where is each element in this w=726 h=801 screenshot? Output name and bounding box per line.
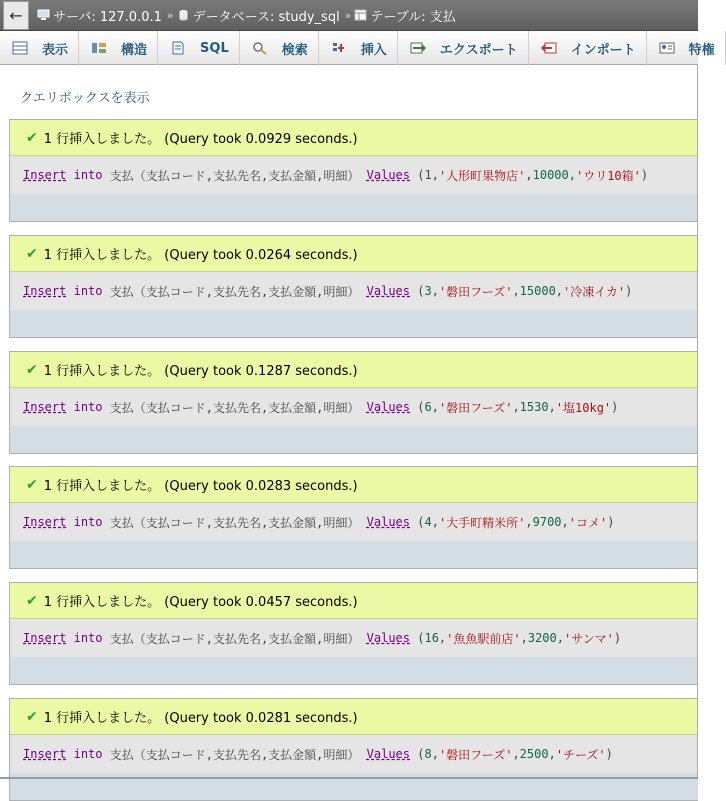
- message-text: 1 行挿入しました。 (Query took 0.1287 seconds.): [43, 364, 358, 379]
- breadcrumb-separator: »: [166, 8, 174, 22]
- window-border: [0, 777, 698, 779]
- message-text: 1 行挿入しました。 (Query took 0.0264 seconds.): [43, 248, 358, 263]
- sql-statement[interactable]: Insert into 支払（支払コード,支払先名,支払金額,明細） Values ( 8 , '磐田フーズ' , 2500 , 'チーズ' ): [10, 735, 698, 773]
- breadcrumb-server[interactable]: [37, 6, 162, 25]
- query-actions-bar: [10, 310, 698, 337]
- show-query-box-link[interactable]: クエリボックスを表示: [20, 91, 150, 106]
- success-message: [10, 467, 698, 503]
- sql-statement[interactable]: Insert into 支払（支払コード,支払先名,支払金額,明細） Values ( 4 , '大手町精米所' , 9700 , 'コメ' ): [10, 503, 698, 541]
- browse-icon: [12, 41, 28, 55]
- sql-statement[interactable]: Insert into 支払（支払コード,支払先名,支払金額,明細） Values ( 3 , '磐田フーズ' , 15000 , '冷凍イカ' ): [10, 272, 698, 310]
- tab-insert[interactable]: [319, 31, 398, 65]
- tab-label: 構造: [121, 42, 148, 58]
- tab-label: SQL: [200, 40, 229, 56]
- tab-sql[interactable]: [158, 31, 240, 65]
- tab-label: エクスポート: [439, 42, 518, 58]
- query-actions-bar: [10, 541, 698, 568]
- query-actions-bar: [10, 194, 698, 221]
- privileges-icon: [659, 41, 675, 55]
- tab-search[interactable]: [240, 31, 319, 65]
- checkmark-icon: ✔: [26, 592, 38, 609]
- tab-label: インポート: [570, 42, 636, 58]
- success-message: [10, 120, 698, 156]
- sql-statement[interactable]: Insert into 支払（支払コード,支払先名,支払金額,明細） Values ( 1 , '人形町果物店' , 10000 , 'ウリ10箱' ): [10, 156, 698, 194]
- tab-privileges[interactable]: [647, 31, 726, 65]
- tab-label: 特権: [688, 42, 715, 58]
- back-arrow-icon[interactable]: ←: [3, 1, 29, 30]
- message-text: 1 行挿入しました。 (Query took 0.0457 seconds.): [43, 595, 358, 610]
- checkmark-icon: ✔: [26, 476, 38, 493]
- checkmark-icon: ✔: [26, 129, 38, 146]
- message-text: 1 行挿入しました。 (Query took 0.0283 seconds.): [43, 479, 358, 494]
- breadcrumb-server-label: サーバ: 127.0.0.1: [53, 9, 162, 25]
- success-message: [10, 583, 698, 619]
- query-result: [9, 351, 698, 454]
- success-message: [10, 236, 698, 272]
- search-icon: [252, 41, 268, 55]
- breadcrumb-database[interactable]: [177, 6, 340, 25]
- database-icon: [177, 9, 190, 21]
- query-result: [9, 119, 698, 222]
- window-border: [697, 65, 698, 779]
- sql-statement[interactable]: Insert into 支払（支払コード,支払先名,支払金額,明細） Values ( 6 , '磐田フーズ' , 1530 , '塩10kg' ): [10, 388, 698, 426]
- tab-label: 表示: [42, 42, 69, 58]
- insert-icon: [331, 41, 347, 55]
- success-message: [10, 699, 698, 735]
- structure-icon: [91, 41, 107, 55]
- breadcrumb-table[interactable]: [354, 6, 455, 25]
- tab-label: 挿入: [360, 42, 387, 58]
- tab-export[interactable]: [398, 31, 529, 65]
- checkmark-icon: ✔: [26, 245, 38, 262]
- table-icon: [354, 9, 367, 21]
- breadcrumb-database-label: データベース: study_sql: [192, 9, 340, 25]
- breadcrumb-table-label: テーブル: 支払: [370, 9, 456, 25]
- sql-statement[interactable]: Insert into 支払（支払コード,支払先名,支払金額,明細） Values ( 16 , '魚魚駅前店' , 3200 , 'サンマ' ): [10, 619, 698, 657]
- query-actions-bar: [10, 426, 698, 453]
- query-result: [9, 698, 698, 801]
- checkmark-icon: ✔: [26, 361, 38, 378]
- export-icon: [410, 41, 426, 55]
- checkmark-icon: ✔: [26, 708, 38, 725]
- import-icon: [541, 41, 557, 55]
- tab-label: 検索: [281, 42, 308, 58]
- breadcrumb: [0, 0, 698, 31]
- success-message: [10, 352, 698, 388]
- query-result: [9, 582, 698, 685]
- tab-browse[interactable]: [0, 31, 79, 65]
- tab-structure[interactable]: [79, 31, 158, 65]
- server-icon: [37, 9, 50, 21]
- message-text: 1 行挿入しました。 (Query took 0.0281 seconds.): [43, 711, 358, 726]
- sql-icon: [170, 41, 186, 55]
- breadcrumb-separator: »: [344, 8, 352, 22]
- message-text: 1 行挿入しました。 (Query took 0.0929 seconds.): [43, 132, 358, 147]
- query-result: [9, 466, 698, 569]
- tab-import[interactable]: [529, 31, 647, 65]
- query-result: [9, 235, 698, 338]
- tab-bar: [0, 31, 715, 65]
- query-actions-bar: [10, 657, 698, 684]
